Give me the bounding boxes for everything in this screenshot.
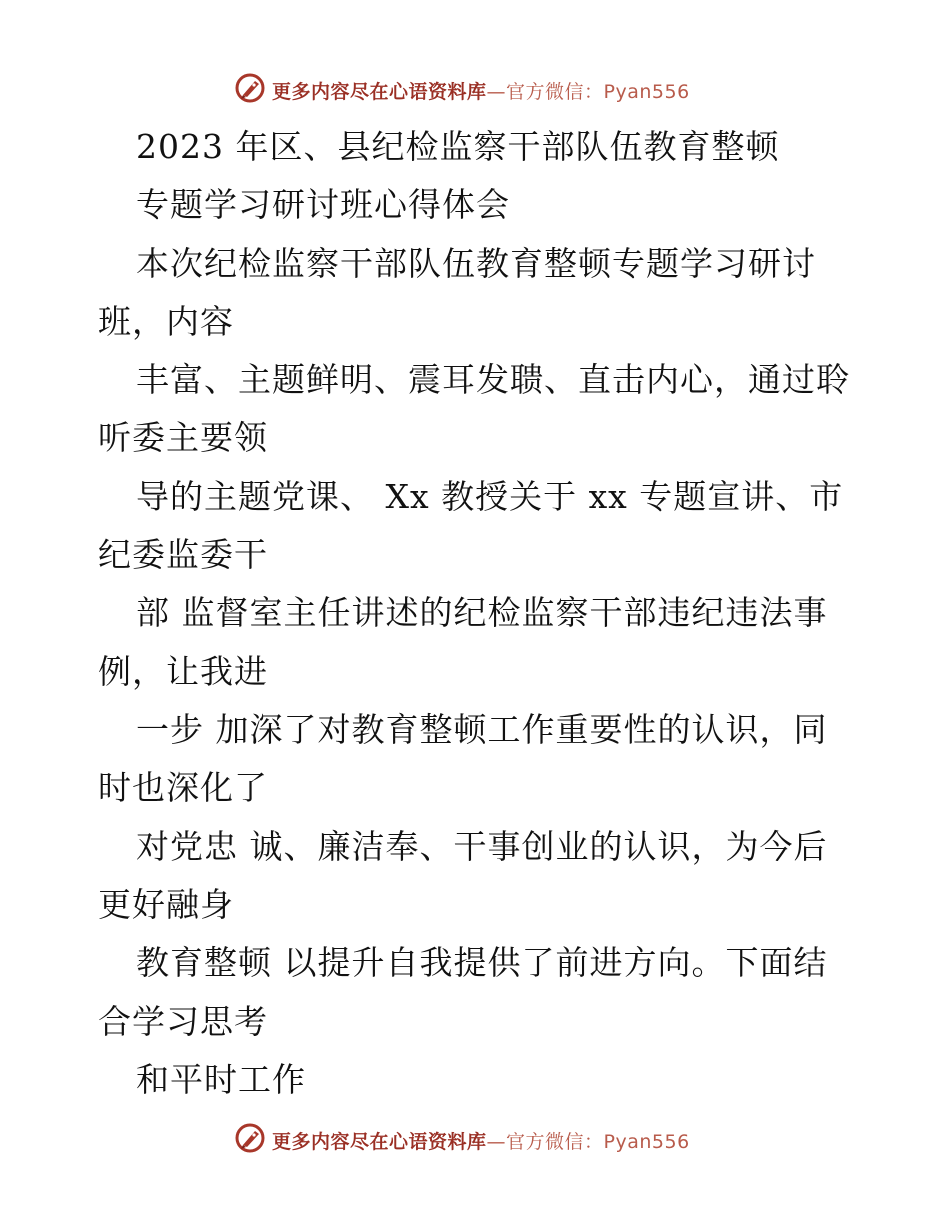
doc-line: 丰富、主题鲜明、震耳发聩、直击内心，通过聆 bbox=[136, 360, 850, 399]
banner-handle: Pyan556 bbox=[603, 81, 690, 103]
doc-line: 教育整顿 以提升自我提供了前进方向。下面结 bbox=[136, 943, 828, 982]
banner-handle: Pyan556 bbox=[603, 1131, 690, 1153]
banner-brand: 更多内容尽在心语资料库 bbox=[272, 1131, 487, 1153]
doc-line: 班，内容 bbox=[98, 302, 234, 341]
footer-banner bbox=[0, 1120, 950, 1160]
doc-line: 对党忠 诚、廉洁奉、干事创业的认识，为今后 bbox=[136, 827, 828, 866]
banner-separator: — bbox=[486, 1131, 507, 1153]
doc-title-line-2: 专题学习研讨班心得体会 bbox=[136, 185, 510, 224]
doc-line: 合学习思考 bbox=[98, 1002, 268, 1041]
doc-title-line-1: 2023 年区、县纪检监察干部队伍教育整顿 bbox=[136, 127, 780, 166]
doc-line: 纪委监委干 bbox=[98, 535, 268, 574]
pen-nib-logo-icon bbox=[233, 71, 267, 105]
doc-line: 更好融身 bbox=[98, 885, 234, 924]
banner-text bbox=[272, 77, 690, 104]
banner-suffix: 官方微信： bbox=[506, 1131, 604, 1153]
doc-line: 一步 加深了对教育整顿工作重要性的认识，同 bbox=[136, 710, 828, 749]
doc-line: 和平时工作 bbox=[136, 1060, 306, 1099]
banner-separator: — bbox=[486, 81, 507, 103]
header-banner bbox=[0, 70, 950, 110]
doc-line: 例，让我进 bbox=[98, 652, 268, 691]
doc-line: 导的主题党课、 Xx 教授关于 xx 专题宣讲、市 bbox=[136, 477, 844, 516]
doc-line: 听委主要领 bbox=[98, 418, 268, 457]
banner-text bbox=[272, 1127, 690, 1154]
doc-line: 本次纪检监察干部队伍教育整顿专题学习研讨 bbox=[136, 244, 816, 283]
doc-line: 时也深化了 bbox=[98, 768, 268, 807]
banner-brand: 更多内容尽在心语资料库 bbox=[272, 81, 487, 103]
doc-line: 部 监督室主任讲述的纪检监察干部违纪违法事 bbox=[136, 593, 828, 632]
banner-suffix: 官方微信： bbox=[506, 81, 604, 103]
pen-nib-logo-icon bbox=[233, 1121, 267, 1155]
